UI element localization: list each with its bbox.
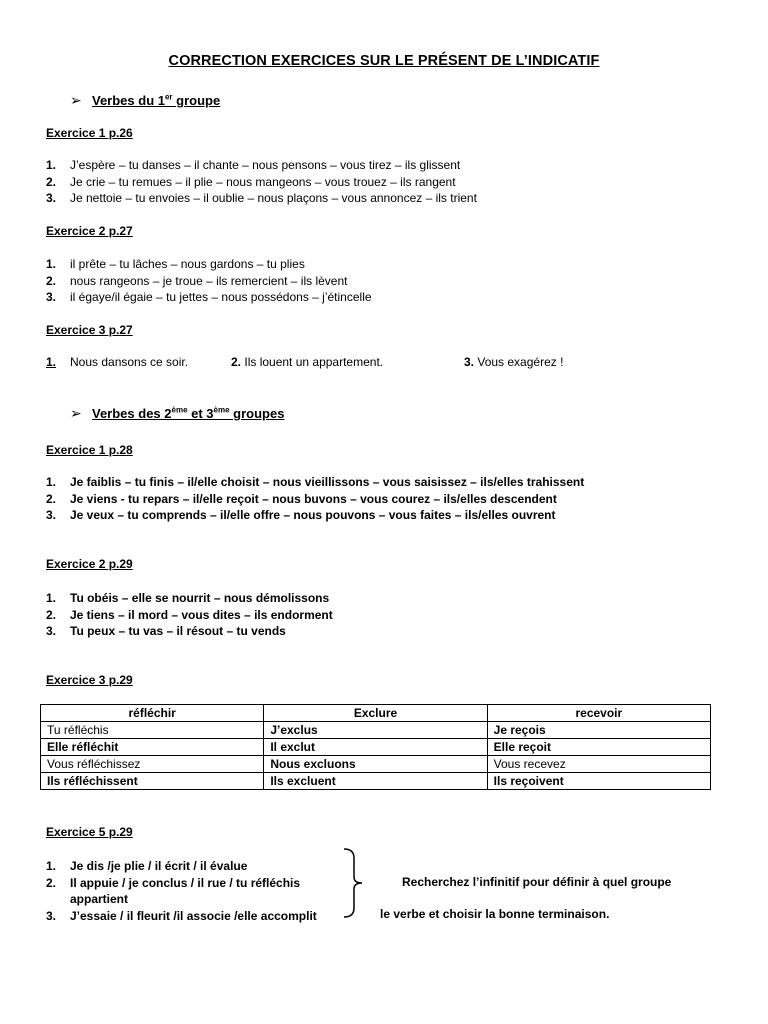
table-cell: J’exclus (264, 722, 487, 739)
item-text: Nous dansons ce soir. (70, 355, 189, 369)
exercise-heading: Exercice 2 p.27 (46, 224, 133, 238)
exercise-list (46, 157, 477, 207)
hint-line-1: Recherchez l’infinitif pour définir à quel groupe (402, 875, 672, 889)
item-text: Il appuie / je conclus / il rue / tu réfléchis (70, 875, 301, 890)
list-item (46, 908, 317, 925)
item-text: nous rangeons – je troue – ils remercient – ils lèvent (70, 273, 348, 288)
table-cell: Je reçois (487, 722, 710, 739)
exercise-heading: Exercice 5 p.29 (46, 825, 133, 839)
group-heading-2-sup2: ème (213, 405, 230, 415)
table-cell: Vous recevez (487, 756, 710, 773)
list-item (46, 174, 477, 191)
item-number: 2. (46, 607, 57, 622)
table-header-cell: recevoir (487, 705, 710, 722)
item-text: Je dis /je plie / il écrit / il évalue (70, 859, 248, 873)
exercise-heading: Exercice 2 p.29 (46, 557, 133, 571)
page-title: CORRECTION EXERCICES SUR LE PRÉSENT DE L’INDICATIF (168, 53, 600, 69)
list-item (46, 623, 333, 640)
item-number: 2. (46, 273, 57, 288)
table-header-row (41, 705, 711, 722)
list-item (46, 474, 584, 491)
item-number: 1. (46, 859, 57, 873)
table-cell: Nous excluons (264, 756, 487, 773)
item-number: 1. (46, 475, 57, 489)
table-cell: Ils reçoivent (487, 773, 710, 790)
item-text: Tu obéis – elle se nourrit – nous démolissons (70, 591, 330, 605)
item-text: Je veux – tu comprends – il/elle offre – nous pouvons – vous faites – ils/elles ouvrent (70, 508, 556, 522)
list-item (46, 256, 372, 273)
item-text: J’essaie / il fleurit /il associe /elle accomplit (70, 908, 317, 923)
list-item (46, 891, 317, 908)
item-number: 1. (46, 591, 57, 605)
arrow-bullet-icon: ➢ (70, 405, 82, 421)
list-item (46, 858, 317, 875)
list-item (46, 190, 477, 207)
table-cell: Vous réfléchissez (41, 756, 264, 773)
item-text: appartient (70, 892, 129, 906)
list-item (46, 875, 317, 892)
table-row (41, 739, 711, 756)
list-item (46, 289, 372, 306)
group-heading-1-suffix: groupe (172, 93, 221, 108)
table-header-cell: Exclure (264, 705, 487, 722)
item-number: 1. (46, 158, 57, 172)
group-heading-2-suffix: groupes (229, 406, 285, 421)
inline-answer-2 (231, 355, 383, 369)
exercise-list (46, 858, 317, 924)
table-cell: Elle reçoit (487, 739, 710, 756)
item-number: 3. (46, 624, 57, 638)
right-brace-icon (342, 848, 364, 918)
table-cell: Il exclut (264, 739, 487, 756)
exercise-heading: Exercice 3 p.27 (46, 323, 133, 337)
inline-answer-1 (46, 355, 188, 369)
list-item (46, 607, 333, 624)
item-number: 3. (46, 508, 57, 522)
item-text: Vous exagérez ! (477, 355, 564, 369)
exercise-list (46, 590, 333, 640)
list-item (46, 273, 372, 290)
group-heading-1 (70, 92, 220, 109)
table-row (41, 722, 711, 739)
item-number: 2. (231, 355, 242, 369)
hint-line-2: le verbe et choisir la bonne terminaison. (380, 907, 610, 921)
list-item (46, 507, 584, 524)
table-cell: Elle réfléchit (41, 739, 264, 756)
arrow-bullet-icon: ➢ (70, 92, 82, 108)
item-number: 2. (46, 491, 57, 506)
item-text: Je nettoie – tu envoies – il oublie – nous plaçons – vous annoncez – ils trient (70, 191, 477, 205)
item-text: J’espère – tu danses – il chante – nous pensons – vous tirez – ils glissent (70, 158, 461, 172)
exercise-heading: Exercice 1 p.26 (46, 126, 133, 140)
table-row (41, 773, 711, 790)
item-number: 1. (46, 257, 57, 271)
group-heading-1-prefix: Verbes du 1 (92, 93, 165, 108)
item-number: 2. (46, 174, 57, 189)
item-text: Je faiblis – tu finis – il/elle choisit – nous vieillissons – vous saisissez – ils/elles trahissent (70, 475, 585, 489)
item-text: il prête – tu lâches – nous gardons – tu plies (70, 257, 305, 271)
item-text: Je crie – tu remues – il plie – nous mangeons – vous trouez – ils rangent (70, 174, 456, 189)
item-text: Je viens - tu repars – il/elle reçoit – nous buvons – vous courez – ils/elles descendent (70, 491, 557, 506)
item-number: 2. (46, 875, 57, 890)
table-cell: Tu réfléchis (41, 722, 264, 739)
exercise-list (46, 474, 584, 524)
list-item (46, 590, 333, 607)
group-heading-2-prefix: Verbes des 2 (92, 406, 172, 421)
group-heading-2-sup1: ème (171, 405, 188, 415)
table-cell: Ils excluent (264, 773, 487, 790)
table-header-cell: réfléchir (41, 705, 264, 722)
item-number: 3. (46, 290, 57, 304)
exercise-list (46, 256, 372, 306)
item-number: 3. (46, 908, 57, 923)
exercise-heading: Exercice 1 p.28 (46, 443, 133, 457)
item-number: 3. (46, 191, 57, 205)
group-heading-2 (70, 405, 284, 422)
group-heading-2-mid: et 3 (187, 406, 214, 421)
list-item (46, 157, 477, 174)
conjugation-table (40, 704, 711, 790)
table-cell: Ils réfléchissent (41, 773, 264, 790)
list-item (46, 491, 584, 508)
inline-answer-3 (464, 355, 563, 369)
item-number: 3. (464, 355, 475, 369)
item-text: il égaye/il égaie – tu jettes – nous possédons – j’étincelle (70, 290, 372, 304)
exercise-heading: Exercice 3 p.29 (46, 673, 133, 687)
group-heading-1-sup: er (164, 92, 173, 102)
item-number: 1. (46, 355, 57, 369)
table-row (41, 756, 711, 773)
item-text: Ils louent un appartement. (244, 355, 384, 369)
item-text: Tu peux – tu vas – il résout – tu vends (70, 624, 286, 638)
item-text: Je tiens – il mord – vous dites – ils endorment (70, 607, 333, 622)
